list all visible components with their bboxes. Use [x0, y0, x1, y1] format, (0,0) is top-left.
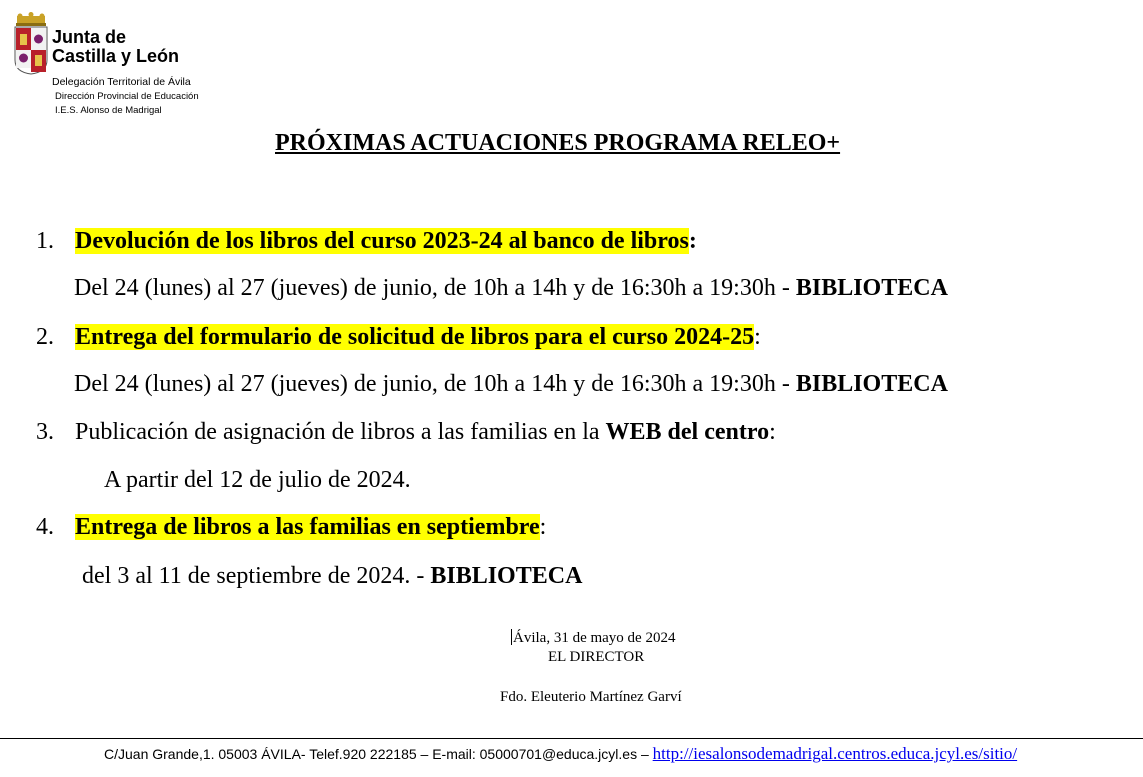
signature-place-date[interactable]: Ávila, 31 de mayo de 2024	[513, 630, 676, 646]
item-suffix: :	[688, 228, 697, 254]
footer	[104, 744, 1017, 764]
footer-link[interactable]: http://iesalonsodemadrigal.centros.educa.jcyl.es/sitio/	[652, 744, 1018, 763]
item-suffix: :	[754, 324, 761, 350]
item-detail: A partir del 12 de julio de 2024.	[104, 467, 411, 493]
item-number: 1.	[36, 228, 54, 254]
item-number: 3.	[36, 419, 54, 445]
delegation-text: Delegación Territorial de Ávila	[52, 76, 191, 88]
junta-logo	[10, 8, 230, 118]
school-text: I.E.S. Alonso de Madrigal	[55, 105, 162, 116]
signature-role: EL DIRECTOR	[548, 649, 645, 665]
item-heading: Entrega de libros a las familias en septiembre	[75, 514, 540, 540]
list-item	[36, 322, 761, 352]
footer-address: C/Juan Grande,1. 05003 ÁVILA- Telef.920 222185 – E-mail: 05000701@educa.jcyl.es –	[104, 746, 653, 762]
signature-name: Fdo. Eleuterio Martínez Garví	[500, 689, 682, 705]
item-number: 2.	[36, 324, 54, 350]
page-title: PRÓXIMAS ACTUACIONES PROGRAMA RELEO+	[275, 130, 841, 156]
item-number: 4.	[36, 514, 54, 540]
logo-name: Junta de Castilla y León	[52, 27, 180, 66]
coat-of-arms-icon	[12, 12, 50, 76]
footer-divider	[0, 738, 1143, 739]
item-detail: Del 24 (lunes) al 27 (jueves) de junio, de 10h a 14h y de 16:30h a 19:30h - BIBLIOTECA	[74, 275, 948, 301]
list-item	[36, 417, 776, 447]
item-suffix: :	[539, 514, 547, 540]
item-suffix: :	[769, 419, 776, 445]
item-heading: Publicación de asignación de libros a las familias en la	[75, 419, 606, 445]
item-heading: Entrega del formulario de solicitud de libros para el curso 2024-25	[75, 324, 755, 350]
item-heading-bold: WEB del centro	[605, 419, 770, 445]
item-heading: Devolución de los libros del curso 2023-24 al banco de libros	[75, 228, 689, 254]
item-detail: del 3 al 11 de septiembre de 2024. - BIBLIOTECA	[82, 563, 583, 589]
list-item	[36, 226, 697, 256]
item-detail: Del 24 (lunes) al 27 (jueves) de junio, de 10h a 14h y de 16:30h a 19:30h - BIBLIOTECA	[74, 371, 948, 397]
list-item	[36, 512, 546, 542]
text-cursor	[511, 629, 512, 645]
direction-text: Dirección Provincial de Educación	[55, 91, 199, 102]
